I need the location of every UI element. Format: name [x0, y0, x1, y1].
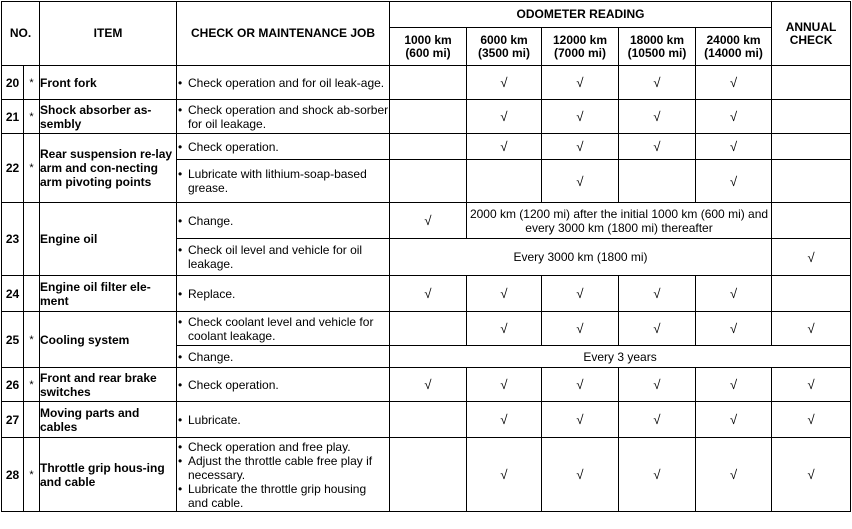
check-cell: [542, 368, 619, 402]
check-mark-icon: √: [653, 139, 661, 154]
row-number: 20: [2, 66, 24, 100]
header-km-2: [542, 28, 619, 66]
item-name: Front fork: [40, 66, 177, 100]
check-cell: [542, 100, 619, 134]
row-number: 28: [2, 438, 24, 512]
check-cell: [619, 276, 696, 312]
bullet-icon: •: [178, 439, 183, 454]
job-text: Check operation.: [188, 377, 279, 392]
check-cell: [772, 402, 851, 438]
check-mark-icon: √: [807, 412, 815, 427]
job-line: [177, 214, 389, 228]
job-text: Lubricate with lithium-soap-based grease.: [188, 167, 367, 195]
special-mark: [24, 402, 40, 438]
check-cell: [619, 438, 696, 512]
item-name: Front and rear brake switches: [40, 368, 177, 402]
special-mark: *: [24, 66, 40, 100]
check-cell: [542, 438, 619, 512]
table-row: [2, 100, 851, 134]
header-annual: [772, 2, 851, 66]
check-mark-icon: √: [424, 286, 432, 301]
bullet-icon: •: [178, 377, 183, 392]
annual-check-cell: [772, 203, 851, 239]
check-cell: [619, 312, 696, 346]
check-cell: [390, 438, 467, 512]
bullet-icon: •: [178, 481, 183, 496]
row-number: 24: [2, 276, 24, 312]
job-line: [177, 103, 389, 131]
check-mark-icon: √: [653, 412, 661, 427]
header-item: ITEM: [40, 2, 177, 66]
table-row: [2, 438, 851, 512]
bullet-icon: •: [178, 453, 183, 468]
special-mark: *: [24, 134, 40, 203]
header-mi-value: (3500 mi): [477, 45, 531, 60]
check-cell: [467, 438, 542, 512]
check-cell: [467, 160, 542, 203]
header-km-0: [390, 28, 467, 66]
check-mark-icon: √: [500, 75, 508, 90]
item-name: Moving parts and cables: [40, 402, 177, 438]
maintenance-job: [177, 312, 390, 346]
check-mark-icon: √: [807, 377, 815, 392]
check-mark-icon: √: [500, 286, 508, 301]
job-line: [177, 482, 389, 510]
check-mark-icon: √: [576, 109, 584, 124]
header-km-4: [696, 28, 772, 66]
special-mark: *: [24, 312, 40, 368]
job-line: [177, 454, 389, 482]
bullet-icon: •: [178, 102, 183, 117]
check-cell: [390, 368, 467, 402]
check-cell: [542, 160, 619, 203]
special-mark: *: [24, 100, 40, 134]
check-cell: [467, 368, 542, 402]
check-cell: [619, 66, 696, 100]
bullet-icon: •: [178, 412, 183, 427]
check-mark-icon: √: [729, 377, 738, 392]
maintenance-job: [177, 66, 390, 100]
job-text: Check coolant level and vehicle for coolant leakage.: [188, 314, 374, 343]
table-row: [2, 66, 851, 100]
check-mark-icon: √: [576, 139, 584, 154]
header-km-value: 6000 km: [480, 32, 528, 47]
header-km-3: [619, 28, 696, 66]
check-cell: [696, 402, 772, 438]
check-mark-icon: √: [576, 377, 584, 392]
check-mark-icon: √: [729, 139, 738, 154]
check-cell: [772, 66, 851, 100]
header-mi-value: (10500 mi): [627, 45, 687, 60]
check-mark-icon: √: [500, 321, 508, 336]
job-line: [177, 167, 389, 195]
job-text: Adjust the throttle cable free play if necessary.: [188, 453, 373, 482]
check-cell: [390, 66, 467, 100]
item-name: Engine oil filter ele-ment: [40, 276, 177, 312]
job-line: [177, 243, 389, 271]
maintenance-job: [177, 134, 390, 160]
check-cell: [467, 100, 542, 134]
header-km-value: 12000 km: [552, 32, 608, 47]
header-mi-value: (600 mi): [405, 45, 451, 60]
check-cell: [467, 276, 542, 312]
check-mark-icon: √: [729, 75, 738, 90]
check-mark-icon: √: [424, 377, 432, 392]
maintenance-job: [177, 203, 390, 239]
check-mark-icon: √: [424, 213, 432, 228]
check-cell: [467, 312, 542, 346]
check-mark-icon: √: [729, 412, 738, 427]
special-mark: *: [24, 368, 40, 402]
check-cell: [619, 402, 696, 438]
check-mark-icon: √: [576, 286, 584, 301]
job-line: [177, 350, 389, 364]
special-mark: [24, 276, 40, 312]
row-number: 26: [2, 368, 24, 402]
special-mark: *: [24, 438, 40, 512]
check-cell: [542, 312, 619, 346]
bullet-icon: •: [178, 75, 183, 90]
maintenance-job: [177, 438, 390, 512]
check-mark-icon: √: [653, 109, 661, 124]
check-mark-icon: √: [576, 412, 584, 427]
bullet-icon: •: [178, 349, 183, 364]
item-name: Engine oil: [40, 203, 177, 276]
bullet-icon: •: [178, 243, 183, 257]
header-row-top: [2, 2, 851, 28]
check-mark-icon: √: [500, 412, 508, 427]
check-cell: [696, 100, 772, 134]
table-row: [2, 134, 851, 160]
bullet-icon: •: [178, 139, 183, 154]
check-cell: [772, 134, 851, 160]
check-mark-icon: √: [653, 286, 661, 301]
check-mark-icon: √: [807, 467, 815, 482]
table-body: [2, 66, 851, 512]
check-cell: [542, 134, 619, 160]
item-name: Cooling system: [40, 312, 177, 368]
job-text: Check operation and shock ab-sorber for oil leakage.: [188, 102, 389, 131]
maintenance-schedule-table: [1, 1, 851, 512]
header-job: CHECK OR MAINTENANCE JOB: [177, 2, 390, 66]
check-mark-icon: √: [729, 321, 738, 336]
job-text: Check operation and free play.: [188, 439, 351, 454]
table-row: [2, 312, 851, 346]
header-no: NO.: [2, 2, 40, 66]
check-cell: [696, 368, 772, 402]
table-row: [2, 203, 851, 239]
check-mark-icon: √: [653, 467, 661, 482]
check-mark-icon: √: [576, 467, 584, 482]
check-mark-icon: √: [653, 321, 661, 336]
check-cell: [467, 66, 542, 100]
check-mark-icon: √: [729, 467, 738, 482]
special-mark: [24, 203, 40, 276]
job-text: Change.: [188, 349, 234, 364]
check-cell: [619, 134, 696, 160]
job-text: Check operation and for oil leak-age.: [188, 75, 385, 90]
maintenance-job: [177, 402, 390, 438]
check-mark-icon: √: [500, 467, 508, 482]
job-text: Change.: [188, 213, 234, 228]
bullet-icon: •: [178, 286, 183, 301]
check-cell: [696, 66, 772, 100]
job-line: [177, 76, 389, 90]
maintenance-job: [177, 346, 390, 368]
maintenance-job: [177, 368, 390, 402]
check-mark-icon: √: [729, 286, 738, 301]
annual-check-cell: [772, 239, 851, 276]
check-cell: [390, 203, 467, 239]
header-annual-text: ANNUAL CHECK: [785, 19, 837, 47]
interval-note: 2000 km (1200 mi) after the initial 1000 km (600 mi) and every 3000 km (1800 mi) thereafter: [467, 203, 772, 239]
job-text: Lubricate.: [188, 412, 241, 427]
check-mark-icon: √: [500, 377, 508, 392]
item-name: Shock absorber as-sembly: [40, 100, 177, 134]
check-mark-icon: √: [576, 321, 584, 336]
job-line: [177, 315, 389, 343]
job-line: [177, 140, 389, 154]
row-number: 23: [2, 203, 24, 276]
check-mark-icon: √: [576, 75, 584, 90]
header-mi-value: (7000 mi): [553, 45, 607, 60]
check-mark-icon: √: [500, 139, 508, 154]
header-km-1: [467, 28, 542, 66]
maintenance-job: [177, 239, 390, 276]
check-cell: [696, 160, 772, 203]
header-odometer: ODOMETER READING: [390, 2, 772, 28]
header-km-value: 1000 km: [404, 32, 452, 47]
row-number: 21: [2, 100, 24, 134]
maintenance-job: [177, 100, 390, 134]
job-line: [177, 413, 389, 427]
check-cell: [390, 160, 467, 203]
maintenance-job: [177, 160, 390, 203]
check-cell: [619, 160, 696, 203]
check-cell: [390, 276, 467, 312]
check-cell: [772, 368, 851, 402]
check-cell: [467, 402, 542, 438]
check-cell: [619, 368, 696, 402]
interval-note: Every 3000 km (1800 mi): [390, 239, 772, 276]
check-mark-icon: √: [576, 173, 584, 189]
check-mark-icon: √: [807, 321, 815, 336]
check-cell: [542, 66, 619, 100]
job-line: [177, 378, 389, 392]
job-line: [177, 287, 389, 301]
check-cell: [542, 276, 619, 312]
bullet-icon: •: [178, 314, 183, 329]
check-mark-icon: √: [500, 109, 508, 124]
check-cell: [696, 276, 772, 312]
check-mark-icon: √: [729, 109, 738, 124]
header-mi-value: (14000 mi): [704, 45, 763, 60]
check-cell: [619, 100, 696, 134]
job-text: Check operation.: [188, 139, 279, 154]
check-mark-icon: √: [653, 75, 661, 90]
check-cell: [467, 134, 542, 160]
table-row: [2, 276, 851, 312]
row-number: 25: [2, 312, 24, 368]
check-cell: [696, 134, 772, 160]
item-name: Throttle grip hous-ing and cable: [40, 438, 177, 512]
job-text: Replace.: [188, 286, 236, 301]
header-km-value: 18000 km: [629, 32, 685, 47]
header-km-value: 24000 km: [706, 32, 761, 47]
bullet-icon: •: [178, 167, 183, 181]
check-cell: [390, 134, 467, 160]
check-cell: [772, 100, 851, 134]
table-row: [2, 402, 851, 438]
check-mark-icon: √: [653, 377, 661, 392]
check-cell: [390, 100, 467, 134]
check-mark-icon: √: [807, 249, 815, 265]
check-cell: [696, 438, 772, 512]
check-cell: [772, 438, 851, 512]
row-number: 22: [2, 134, 24, 203]
check-mark-icon: √: [729, 173, 738, 189]
check-cell: [772, 312, 851, 346]
interval-note: Every 3 years: [390, 346, 851, 368]
row-number: 27: [2, 402, 24, 438]
check-cell: [390, 402, 467, 438]
job-line: [177, 440, 389, 454]
maintenance-job: [177, 276, 390, 312]
check-cell: [772, 160, 851, 203]
check-cell: [772, 276, 851, 312]
check-cell: [696, 312, 772, 346]
check-cell: [542, 402, 619, 438]
table-row: [2, 368, 851, 402]
bullet-icon: •: [178, 213, 183, 228]
item-name: Rear suspension re-lay arm and con-necting arm pivoting points: [40, 134, 177, 203]
job-text: Check oil level and vehicle for oil leakage.: [188, 243, 363, 271]
check-cell: [390, 312, 467, 346]
job-text: Lubricate the throttle grip housing and cable.: [188, 481, 367, 510]
